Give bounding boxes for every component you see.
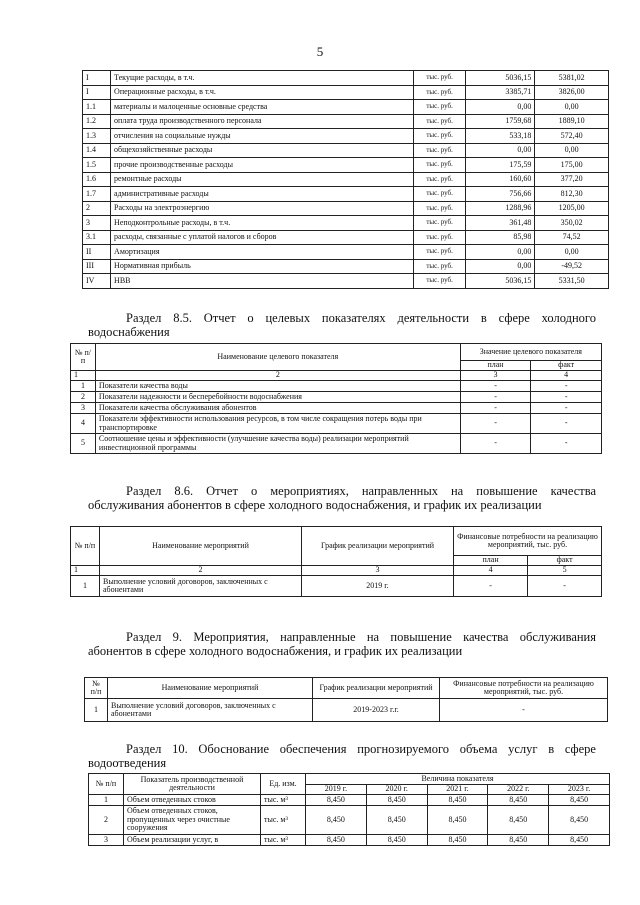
table-row <box>83 158 609 173</box>
year-header: 2021 г. <box>427 785 488 795</box>
table-row <box>71 392 602 403</box>
row-value-1: 1759,68 <box>466 114 535 129</box>
col-value: Величина показателя <box>306 774 610 785</box>
col-no: № п/п <box>89 774 124 795</box>
row-value-2: 175,00 <box>535 158 609 173</box>
row-no: 1.3 <box>83 129 111 144</box>
row-unit: тыс. руб. <box>413 129 466 144</box>
row-unit: тыс. м³ <box>261 795 306 806</box>
table-row <box>71 434 602 454</box>
row-name: административные расходы <box>111 187 414 202</box>
row-name: Текущие расходы, в т.ч. <box>111 71 414 86</box>
row-unit: тыс. руб. <box>413 274 466 289</box>
row-value-1: 160,60 <box>466 172 535 187</box>
row-fact: - <box>531 434 602 454</box>
row-name: НВВ <box>111 274 414 289</box>
cost-table <box>82 70 609 289</box>
col-value: Значение целевого показателя <box>460 344 601 361</box>
row-name: общехозяйственные расходы <box>111 143 414 158</box>
row-value: 8,450 <box>306 835 367 846</box>
row-unit: тыс. м³ <box>261 835 306 846</box>
row-value-1: 175,59 <box>466 158 535 173</box>
row-unit: тыс. руб. <box>413 259 466 274</box>
row-value-2: 74,52 <box>535 230 609 245</box>
row-no: 1 <box>85 699 108 722</box>
col-unit: Ед. изм. <box>261 774 306 795</box>
row-fin: - <box>440 699 608 722</box>
row-name: оплата труда производственного персонала <box>111 114 414 129</box>
col-name: Наименование мероприятий <box>108 678 313 699</box>
row-no: 3 <box>71 403 96 414</box>
row-plan: - <box>460 403 531 414</box>
row-name: Соотношение цены и эффективности (улучшение качества воды) реализации мероприятий инвестиционной программы <box>95 434 460 454</box>
measures-plan-table <box>84 677 608 722</box>
row-value: 8,450 <box>488 806 549 835</box>
row-name: ремонтные расходы <box>111 172 414 187</box>
row-value: 8,450 <box>366 806 427 835</box>
row-value: 8,450 <box>549 835 610 846</box>
section-8-5-title: Раздел 8.5. Отчет о целевых показателях деятельности в сфере холодного водоснабжения <box>88 311 596 340</box>
row-no: 1.1 <box>83 100 111 115</box>
row-value-1: 5036,15 <box>466 274 535 289</box>
row-value: 8,450 <box>427 795 488 806</box>
row-name: прочие производственные расходы <box>111 158 414 173</box>
row-schedule: 2019 г. <box>302 576 454 597</box>
row-name: Показатели качества воды <box>95 381 460 392</box>
row-no: I <box>83 85 111 100</box>
row-no: III <box>83 259 111 274</box>
row-no: IV <box>83 274 111 289</box>
table-row <box>89 806 610 835</box>
row-name: Показатели надежности и бесперебойности водоснабжения <box>95 392 460 403</box>
table-row <box>83 114 609 129</box>
row-plan: - <box>460 392 531 403</box>
row-no: 5 <box>71 434 96 454</box>
target-indicators-table <box>70 343 602 454</box>
row-no: 2 <box>83 201 111 216</box>
table-row <box>83 187 609 202</box>
row-fact: - <box>531 414 602 434</box>
row-value-2: 3826,00 <box>535 85 609 100</box>
row-value-2: 5331,50 <box>535 274 609 289</box>
row-no: 3 <box>83 216 111 231</box>
page-number: 5 <box>316 44 324 59</box>
row-fact: - <box>531 392 602 403</box>
row-name: Показатели качества обслуживания абонентов <box>95 403 460 414</box>
col-schedule: График реализации мероприятий <box>313 678 440 699</box>
idx-cell: 1 <box>71 566 100 576</box>
row-no: 1.7 <box>83 187 111 202</box>
row-value-1: 5036,15 <box>466 71 535 86</box>
row-unit: тыс. руб. <box>413 216 466 231</box>
row-unit: тыс. руб. <box>413 143 466 158</box>
table-row <box>83 71 609 86</box>
row-fact: - <box>531 381 602 392</box>
row-no: 1 <box>71 576 100 597</box>
year-header: 2022 г. <box>488 785 549 795</box>
row-name: материалы и малоценные основные средства <box>111 100 414 115</box>
year-header: 2023 г. <box>549 785 610 795</box>
row-no: 1.6 <box>83 172 111 187</box>
col-fact: факт <box>531 361 602 371</box>
row-no: 2 <box>89 806 124 835</box>
row-value-2: 377,20 <box>535 172 609 187</box>
col-fin: Финансовые потребности на реализацию мероприятий, тыс. руб. <box>440 678 608 699</box>
row-value: 8,450 <box>488 835 549 846</box>
row-value: 8,450 <box>306 795 367 806</box>
table-row <box>89 835 610 846</box>
table-row <box>83 259 609 274</box>
row-value-1: 0,00 <box>466 245 535 260</box>
idx-cell: 1 <box>71 371 96 381</box>
table-row <box>83 172 609 187</box>
row-unit: тыс. руб. <box>413 85 466 100</box>
row-name: расходы, связанные с уплатой налогов и сборов <box>111 230 414 245</box>
row-schedule: 2019-2023 г.г. <box>313 699 440 722</box>
row-unit: тыс. руб. <box>413 245 466 260</box>
table-row <box>83 143 609 158</box>
row-no: II <box>83 245 111 260</box>
wastewater-volume-table <box>88 773 610 846</box>
section-9-title: Раздел 9. Мероприятия, направленные на повышение качества обслуживания абонентов в сфере холодного водоснабжения, и график их реализации <box>88 630 596 659</box>
section-10-title: Раздел 10. Обоснование обеспечения прогнозируемого объема услуг в сфере водоотведения <box>88 742 596 771</box>
row-value: 8,450 <box>306 806 367 835</box>
idx-cell: 4 <box>454 566 528 576</box>
row-unit: тыс. руб. <box>413 172 466 187</box>
row-name: Выполнение условий договоров, заключенных с абонентами <box>100 576 302 597</box>
row-no: 1.5 <box>83 158 111 173</box>
row-value-2: 1205,00 <box>535 201 609 216</box>
row-plan: - <box>460 434 531 454</box>
col-no: № п/п <box>71 527 100 566</box>
year-header: 2020 г. <box>366 785 427 795</box>
table-row <box>83 274 609 289</box>
row-value-2: 1889,10 <box>535 114 609 129</box>
table-row <box>83 85 609 100</box>
row-value: 8,450 <box>366 795 427 806</box>
row-fact: - <box>531 403 602 414</box>
idx-cell: 2 <box>100 566 302 576</box>
row-unit: тыс. руб. <box>413 114 466 129</box>
row-unit: тыс. руб. <box>413 201 466 216</box>
row-name: Расходы на электроэнергию <box>111 201 414 216</box>
row-value: 8,450 <box>427 806 488 835</box>
row-value: 8,450 <box>549 795 610 806</box>
row-name: отчисления на социальные нужды <box>111 129 414 144</box>
row-name: Нормативная прибыль <box>111 259 414 274</box>
row-name: Объем реализации услуг, в <box>124 835 261 846</box>
row-no: I <box>83 71 111 86</box>
row-name: Выполнение условий договоров, заключенных с абонентами <box>108 699 313 722</box>
row-value-1: 533,18 <box>466 129 535 144</box>
row-plan: - <box>460 414 531 434</box>
table-row <box>89 795 610 806</box>
table-row <box>83 201 609 216</box>
idx-cell: 3 <box>302 566 454 576</box>
row-value-1: 0,00 <box>466 100 535 115</box>
table-row <box>83 230 609 245</box>
row-no: 3.1 <box>83 230 111 245</box>
row-value: 8,450 <box>366 835 427 846</box>
year-header: 2019 г. <box>306 785 367 795</box>
row-value-1: 3385,71 <box>466 85 535 100</box>
row-value-2: 350,02 <box>535 216 609 231</box>
table-row <box>71 381 602 392</box>
row-value-1: 85,98 <box>466 230 535 245</box>
row-value-2: 812,30 <box>535 187 609 202</box>
col-fact: факт <box>528 556 602 566</box>
table-row <box>71 414 602 434</box>
row-value-2: 5381,02 <box>535 71 609 86</box>
row-plan: - <box>454 576 528 597</box>
row-no: 2 <box>71 392 96 403</box>
col-name: Наименование мероприятий <box>100 527 302 566</box>
row-unit: тыс. м³ <box>261 806 306 835</box>
row-no: 1 <box>89 795 124 806</box>
row-value-2: 0,00 <box>535 143 609 158</box>
col-name: Показатель производственной деятельности <box>124 774 261 795</box>
row-name: Неподконтрольные расходы, в т.ч. <box>111 216 414 231</box>
row-value-1: 1288,96 <box>466 201 535 216</box>
row-value-1: 0,00 <box>466 143 535 158</box>
col-no: № п/п <box>85 678 108 699</box>
row-value-1: 756,66 <box>466 187 535 202</box>
row-name: Объем отведенных стоков <box>124 795 261 806</box>
row-unit: тыс. руб. <box>413 158 466 173</box>
table-row <box>83 245 609 260</box>
row-name: Операционные расходы, в т.ч. <box>111 85 414 100</box>
row-no: 3 <box>89 835 124 846</box>
row-value: 8,450 <box>427 835 488 846</box>
row-value-2: 572,40 <box>535 129 609 144</box>
row-unit: тыс. руб. <box>413 230 466 245</box>
row-value-1: 0,00 <box>466 259 535 274</box>
idx-cell: 5 <box>528 566 602 576</box>
table-row <box>83 216 609 231</box>
col-name: Наименование целевого показателя <box>95 344 460 371</box>
row-no: 4 <box>71 414 96 434</box>
row-unit: тыс. руб. <box>413 100 466 115</box>
row-value-1: 361,48 <box>466 216 535 231</box>
row-value-2: 0,00 <box>535 245 609 260</box>
row-name: Показатели эффективности использования ресурсов, в том числе сокращения потерь воды при транспортировке <box>95 414 460 434</box>
table-row <box>83 100 609 115</box>
row-plan: - <box>460 381 531 392</box>
idx-cell: 2 <box>95 371 460 381</box>
row-name: Объем отведенных стоков, пропущенных через очистные сооружения <box>124 806 261 835</box>
row-value-2: 0,00 <box>535 100 609 115</box>
row-value-2: -49,52 <box>535 259 609 274</box>
row-no: 1 <box>71 381 96 392</box>
row-no: 1.4 <box>83 143 111 158</box>
row-no: 1.2 <box>83 114 111 129</box>
col-fin: Финансовые потребности на реализацию мероприятий, тыс. руб. <box>454 527 602 556</box>
row-name: Амортизация <box>111 245 414 260</box>
section-8-6-title: Раздел 8.6. Отчет о мероприятиях, направленных на повышение качества обслуживания абонентов в сфере холодного водоснабжения, и график их реализации <box>88 484 596 513</box>
measures-report-table <box>70 526 602 597</box>
col-plan: план <box>454 556 528 566</box>
idx-cell: 4 <box>531 371 602 381</box>
table-row <box>83 129 609 144</box>
col-plan: план <box>460 361 531 371</box>
col-no: № п/п <box>71 344 96 371</box>
row-value: 8,450 <box>549 806 610 835</box>
table-row <box>71 403 602 414</box>
row-unit: тыс. руб. <box>413 71 466 86</box>
idx-cell: 3 <box>460 371 531 381</box>
row-fact: - <box>528 576 602 597</box>
row-value: 8,450 <box>488 795 549 806</box>
row-unit: тыс. руб. <box>413 187 466 202</box>
col-schedule: График реализации мероприятий <box>302 527 454 566</box>
